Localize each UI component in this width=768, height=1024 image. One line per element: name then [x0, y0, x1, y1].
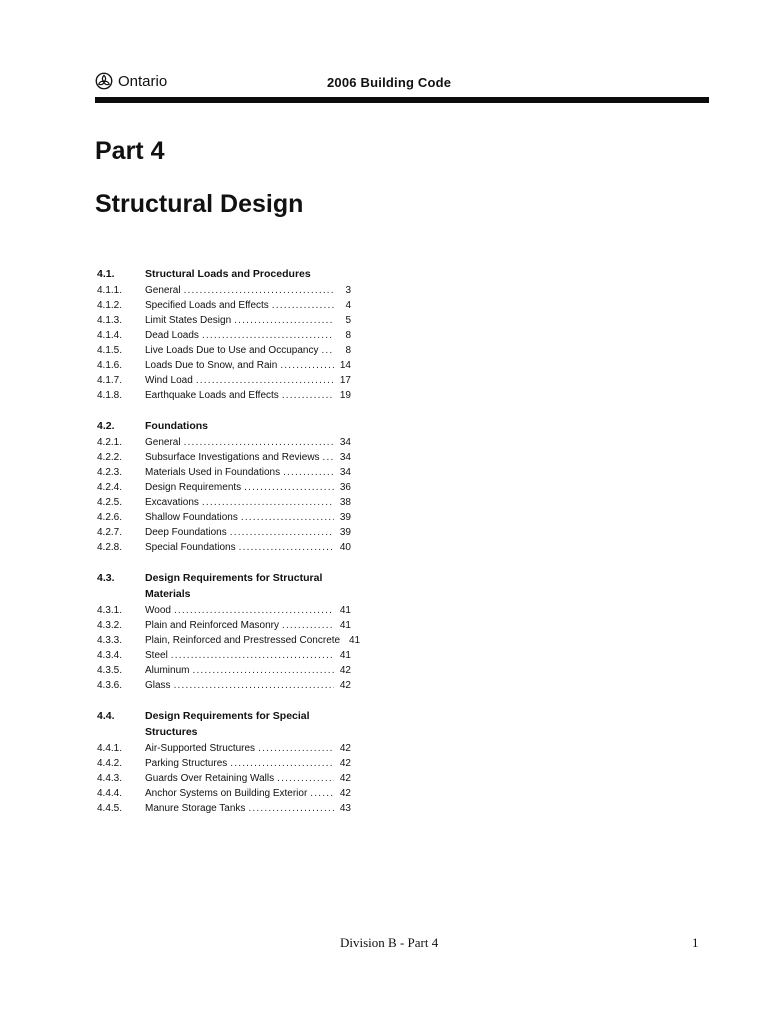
entry-title: Excavations [145, 497, 199, 508]
entry-number: 4.4.4. [97, 788, 123, 799]
toc-entry [97, 343, 351, 358]
dot-leader [202, 328, 334, 343]
footer-page-number: 1 [692, 935, 699, 950]
section-number: 4.3. [97, 572, 115, 584]
entry-title: Steel [145, 650, 168, 661]
entry-title: Design Requirements [145, 482, 242, 493]
toc-section [97, 570, 361, 693]
entry-title: Wood [145, 605, 171, 616]
entry-number: 4.1.3. [97, 315, 123, 326]
toc-entry [97, 741, 351, 756]
entry-title: General [145, 285, 181, 296]
toc-section-heading [97, 418, 351, 434]
entry-title: Manure Storage Tanks [145, 803, 246, 814]
dot-leader [174, 603, 334, 618]
toc-entry [97, 540, 351, 555]
toc-entry [97, 633, 361, 648]
entry-page: 42 [339, 665, 351, 676]
toc-section-heading [97, 570, 351, 602]
toc-entry [97, 283, 351, 298]
entry-title: Materials Used in Foundations [145, 467, 281, 478]
entry-title: Wind Load [145, 375, 193, 386]
entry-page: 8 [345, 330, 351, 341]
entry-page: 42 [339, 680, 351, 691]
entry-page: 19 [339, 390, 351, 401]
entry-title: General [145, 437, 181, 448]
entry-title: Aluminum [145, 665, 190, 676]
dot-leader [272, 298, 334, 313]
entry-number: 4.2.3. [97, 467, 123, 478]
entry-number: 4.3.5. [97, 665, 123, 676]
dot-leader [230, 756, 334, 771]
toc-entry [97, 801, 351, 816]
section-title: Foundations [145, 420, 208, 432]
entry-number: 4.2.5. [97, 497, 123, 508]
entry-title: Limit States Design [145, 315, 232, 326]
entry-page: 14 [339, 360, 351, 371]
entry-number: 4.3.4. [97, 650, 123, 661]
toc-entry [97, 510, 351, 525]
entry-page: 17 [339, 375, 351, 386]
toc-entry [97, 495, 351, 510]
toc-entry [97, 648, 351, 663]
entry-number: 4.2.4. [97, 482, 123, 493]
section-number: 4.4. [97, 710, 115, 722]
entry-number: 4.1.4. [97, 330, 123, 341]
code-title: 2006 Building Code [327, 75, 452, 90]
toc-entry [97, 480, 351, 495]
entry-page: 3 [345, 285, 351, 296]
toc-entry [97, 786, 351, 801]
entry-number: 4.3.3. [97, 635, 123, 646]
entry-title: Air-Supported Structures [145, 743, 256, 754]
dot-leader [171, 648, 334, 663]
dot-leader [196, 373, 334, 388]
entry-title: Shallow Foundations [145, 512, 238, 523]
entry-page: 4 [345, 300, 351, 311]
entry-number: 4.2.7. [97, 527, 123, 538]
entry-number: 4.2.1. [97, 437, 123, 448]
section-title: Structural Loads and Procedures [145, 268, 311, 280]
footer-division: Division B - Part 4 [340, 935, 439, 950]
dot-leader [230, 525, 334, 540]
dot-leader [280, 358, 334, 373]
part-title: Part 4 [95, 137, 165, 165]
dot-leader [239, 540, 334, 555]
entry-page: 42 [339, 788, 351, 799]
entry-number: 4.4.3. [97, 773, 123, 784]
entry-page: 42 [339, 743, 351, 754]
toc-entry [97, 618, 351, 633]
entry-page: 41 [339, 620, 351, 631]
toc-entry [97, 388, 351, 403]
entry-title: Parking Structures [145, 758, 228, 769]
entry-title: Plain, Reinforced and Prestressed Concrete [145, 635, 341, 646]
entry-number: 4.4.5. [97, 803, 123, 814]
dot-leader [321, 343, 334, 358]
entry-page: 34 [339, 452, 351, 463]
dot-leader [258, 741, 334, 756]
toc-entry [97, 678, 351, 693]
entry-number: 4.1.8. [97, 390, 123, 401]
toc-entry [97, 313, 351, 328]
dot-leader [282, 618, 334, 633]
toc-entry [97, 328, 351, 343]
ontario-logo [95, 72, 167, 90]
entry-title: Plain and Reinforced Masonry [145, 620, 279, 631]
entry-title: Specified Loads and Effects [145, 300, 269, 311]
section-title: Design Requirements for Special Structures [145, 710, 310, 738]
entry-number: 4.2.2. [97, 452, 123, 463]
entry-page: 36 [339, 482, 351, 493]
entry-title: Anchor Systems on Building Exterior [145, 788, 308, 799]
toc-section-heading [97, 708, 351, 740]
brand-name: Ontario [118, 72, 168, 90]
dot-leader [277, 771, 334, 786]
entry-page: 34 [339, 467, 351, 478]
entry-number: 4.1.7. [97, 375, 123, 386]
entry-number: 4.1.1. [97, 285, 123, 296]
toc-section-heading [97, 266, 351, 282]
toc-entry [97, 603, 351, 618]
dot-leader [310, 786, 334, 801]
dot-leader [184, 283, 334, 298]
entry-title: Loads Due to Snow, and Rain [145, 360, 278, 371]
dot-leader [248, 801, 334, 816]
toc-entry [97, 450, 351, 465]
section-number: 4.2. [97, 420, 115, 432]
toc-entry [97, 435, 351, 450]
entry-page: 39 [339, 527, 351, 538]
toc-entry [97, 771, 351, 786]
entry-number: 4.4.2. [97, 758, 123, 769]
section-title: Design Requirements for Structural Materials [145, 572, 323, 600]
header-rule [95, 97, 709, 103]
entry-page: 42 [339, 758, 351, 769]
toc-entry [97, 373, 351, 388]
part-subtitle: Structural Design [95, 190, 304, 218]
toc-entry [97, 465, 351, 480]
dot-leader [283, 465, 334, 480]
section-number: 4.1. [97, 268, 115, 280]
toc-section [97, 266, 351, 403]
dot-leader [202, 495, 334, 510]
toc-entry [97, 358, 351, 373]
dot-leader [282, 388, 334, 403]
entry-page: 8 [345, 345, 351, 356]
dot-leader [241, 510, 334, 525]
entry-number: 4.2.6. [97, 512, 123, 523]
entry-number: 4.3.1. [97, 605, 123, 616]
entry-number: 4.3.6. [97, 680, 123, 691]
entry-page: 34 [339, 437, 351, 448]
dot-leader [234, 313, 334, 328]
dot-leader [323, 450, 334, 465]
entry-page: 43 [339, 803, 351, 814]
dot-leader [244, 480, 334, 495]
page-header [95, 72, 709, 96]
dot-leader [192, 663, 334, 678]
entry-title: Deep Foundations [145, 527, 227, 538]
entry-title: Guards Over Retaining Walls [145, 773, 275, 784]
entry-number: 4.1.2. [97, 300, 123, 311]
dot-leader [174, 678, 334, 693]
toc-section [97, 708, 351, 816]
entry-title: Glass [145, 680, 171, 691]
entry-title: Subsurface Investigations and Reviews [145, 452, 320, 463]
entry-page: 5 [345, 315, 351, 326]
entry-page: 41 [348, 635, 361, 646]
entry-number: 4.2.8. [97, 542, 123, 553]
trillium-icon [95, 72, 113, 90]
toc-entry [97, 663, 351, 678]
entry-page: 41 [339, 605, 351, 616]
dot-leader [184, 435, 334, 450]
entry-title: Earthquake Loads and Effects [145, 390, 279, 401]
entry-page: 39 [339, 512, 351, 523]
entry-page: 38 [339, 497, 351, 508]
entry-page: 42 [339, 773, 351, 784]
entry-number: 4.4.1. [97, 743, 123, 754]
table-of-contents [97, 266, 361, 831]
entry-title: Special Foundations [145, 542, 236, 553]
toc-section [97, 418, 351, 555]
toc-entry [97, 756, 351, 771]
entry-page: 40 [339, 542, 351, 553]
toc-entry [97, 298, 351, 313]
entry-page: 41 [339, 650, 351, 661]
entry-number: 4.3.2. [97, 620, 123, 631]
toc-entry [97, 525, 351, 540]
entry-number: 4.1.5. [97, 345, 123, 356]
entry-title: Live Loads Due to Use and Occupancy [145, 345, 319, 356]
entry-number: 4.1.6. [97, 360, 123, 371]
entry-title: Dead Loads [145, 330, 199, 341]
